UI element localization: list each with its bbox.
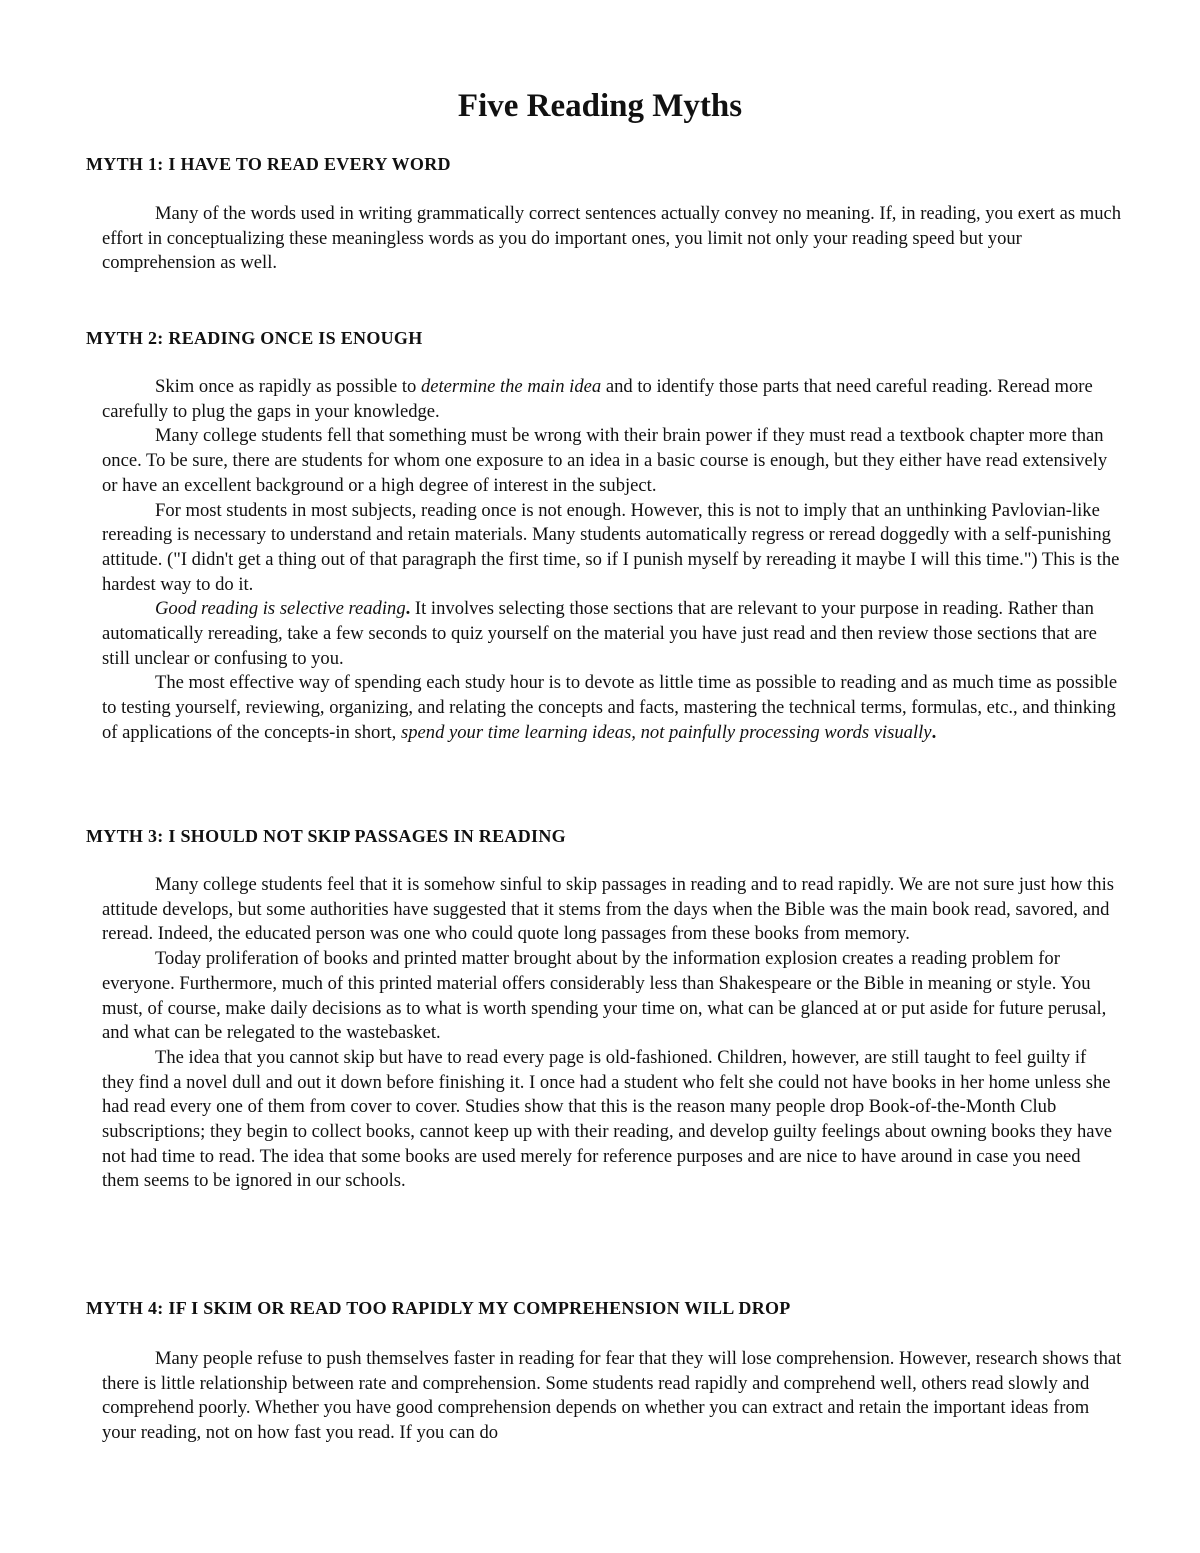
myth-4-body — [102, 1347, 1122, 1446]
paragraph-text: Today proliferation of books and printed matter brought about by the information explosion creates a reading problem for everyone. Furthermore, much of this printed material offers considerably less than Shakespeare or the Bible in meaning or style. You must, of course, make daily decisions as to what is worth spending your time on, what can be glanced at or put aside for future perusal, and what can be relegated to the wastebasket. — [102, 948, 1107, 1044]
paragraph-text: It involves selecting those sections that are relevant to your purpose in reading. Rather than automatically rereading, take a few seconds to quiz yourself on the material you have just read and then review those sections that are still unclear or confusing to you. — [102, 598, 1097, 669]
paragraph-text: For most students in most subjects, reading once is not enough. However, this is not to imply that an unthinking Pavlovian-like rereading is necessary to understand and retain materials. Many students automatically regress or reread doggedly with a self-punishing attitude. ("I didn't get a thing out of that paragraph the first time, so if I punish myself by rereading it maybe I will this time.") This is the hardest way to do it. — [102, 499, 1120, 595]
paragraph-text: Many college students fell that something must be wrong with their brain power if they must read a textbook chapter more than once. To be sure, there are students for whom one exposure to an idea in a basic course is enough, but they either have read extensively or have an excellent background or a high degree of interest in the subject. — [102, 425, 1108, 496]
paragraph-text: and to identify those parts that need careful reading. Reread more carefully to plug the gaps in your knowledge. — [102, 376, 1093, 422]
body-paragraph — [102, 873, 1122, 947]
body-paragraph — [102, 424, 1122, 498]
paragraph-text: The idea that you cannot skip but have to read every page is old-fashioned. Children, however, are still taught to feel guilty if they find a novel dull and out it down before finishing it. I once had a student who felt she could not have books in her home unless she had read every one of them from cover to cover. Studies show that this is the reason many people drop Book-of-the-Month Club subscriptions; they begin to collect books, cannot keep up with their reading, and develop guilty feelings about owning books they have not had time to read. The idea that some books are used merely for reference purposes and are nice to have around in case you need them seems to be ignored in our schools. — [102, 1046, 1113, 1192]
body-paragraph — [102, 671, 1122, 745]
myth-1-heading: MYTH 1: I HAVE TO READ EVERY WORD — [86, 154, 451, 174]
bold-text: . — [405, 598, 411, 620]
italic-text: spend your time learning ideas, not painfully processing words visually — [400, 721, 932, 743]
myth-4-heading: MYTH 4: IF I SKIM OR READ TOO RAPIDLY MY COMPREHENSION WILL DROP — [86, 1298, 791, 1318]
myth-2-body — [102, 375, 1122, 746]
italic-text: determine the main idea — [420, 376, 602, 397]
body-paragraph — [102, 1347, 1122, 1446]
body-paragraph — [102, 202, 1122, 276]
page-title: Five Reading Myths — [457, 88, 743, 124]
myth-3-body — [102, 873, 1122, 1194]
body-paragraph — [102, 1046, 1122, 1194]
paragraph-text: Skim once as rapidly as possible to — [155, 376, 421, 397]
italic-text: Good reading is selective reading — [155, 598, 406, 620]
paragraph-text: Many of the words used in writing grammatically correct sentences actually convey no meaning. If, in reading, you exert as much effort in conceptualizing these meaningless words as you do important ones, you limit not only your reading speed but your comprehension as well. — [102, 203, 1122, 274]
myth-3-heading: MYTH 3: I SHOULD NOT SKIP PASSAGES IN READING — [86, 826, 566, 846]
paragraph-text: Many people refuse to push themselves faster in reading for fear that they will lose comprehension. However, research shows that there is little relationship between rate and comprehension. Some students read rapidly and comprehend well, others read slowly and comprehend poorly. Whether you have good comprehension depends on whether you can extract and retain the important ideas from your reading, not on how fast you read. If you can do — [102, 1348, 1122, 1444]
bold-text: . — [931, 721, 937, 743]
paragraph-text: The most effective way of spending each study hour is to devote as little time as possible to reading and as much time as possible to testing yourself, reviewing, organizing, and relating the concepts and facts, mastering the technical terms, formulas, etc., and thinking of applications of the concepts-in short, — [102, 672, 1118, 743]
myth-1-body — [102, 202, 1122, 276]
body-paragraph — [102, 597, 1122, 671]
body-paragraph — [102, 375, 1122, 424]
body-paragraph — [102, 499, 1122, 598]
paragraph-text: Many college students feel that it is somehow sinful to skip passages in reading and to read rapidly. We are not sure just how this attitude develops, but some authorities have suggested that it stems from the days when the Bible was the main book read, savored, and reread. Indeed, the educated person was one who could quote long passages from these books from memory. — [102, 874, 1114, 945]
myth-2-heading: MYTH 2: READING ONCE IS ENOUGH — [86, 328, 423, 348]
body-paragraph — [102, 947, 1122, 1046]
